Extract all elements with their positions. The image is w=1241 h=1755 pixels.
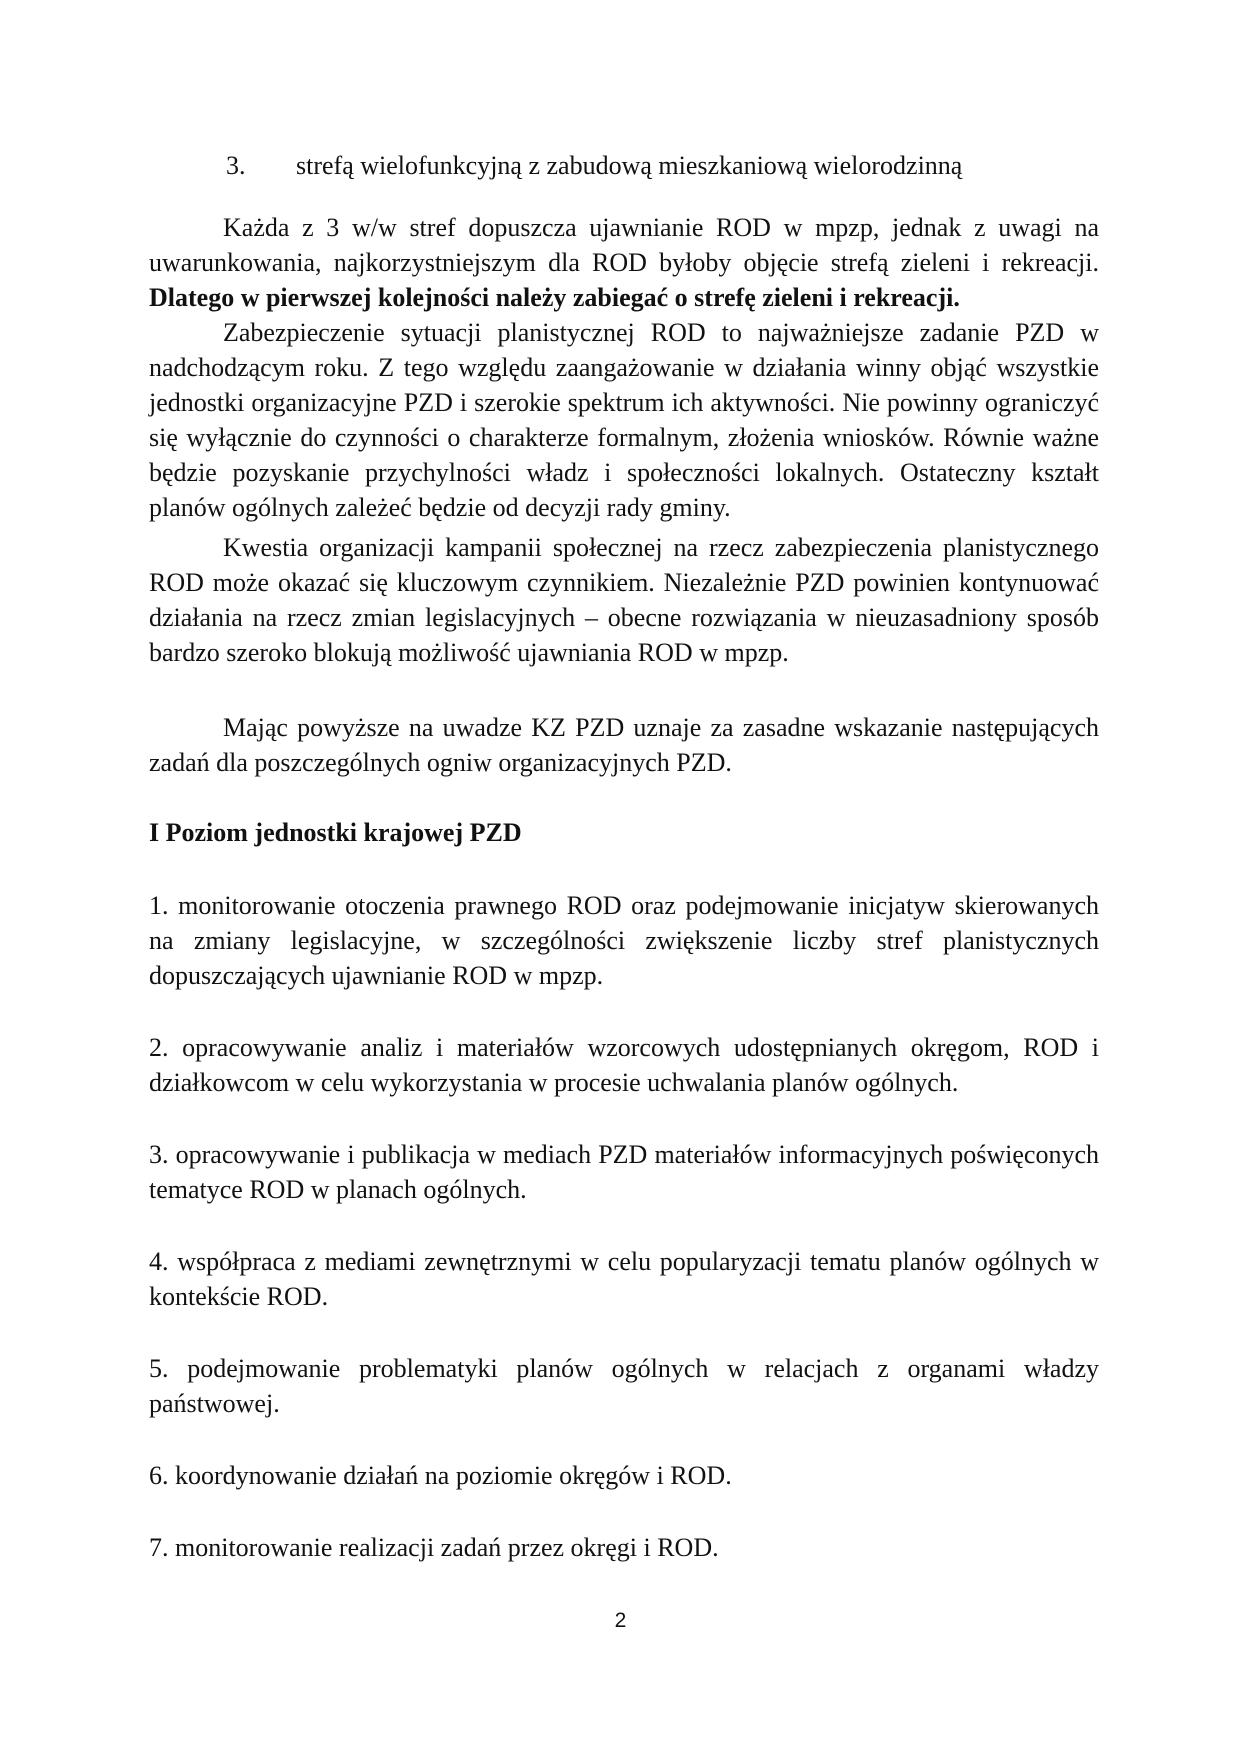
paragraph-tasks-intro: Mając powyższe na uwadze KZ PZD uznaje za zasadne wskazanie następujących zadań dla poszczególnych ogniw organizacyjnych PZD. [149, 713, 1099, 777]
intro-item-number: 3. [226, 151, 246, 180]
intro-item-text: strefą wielofunkcyjną z zabudową mieszkaniową wielorodzinną [296, 151, 963, 180]
task-item-6: 6. koordynowanie działań na poziomie okręgów i ROD. [149, 1461, 732, 1490]
intro-list-item [226, 148, 1176, 183]
paragraph-social-campaign: Kwestia organizacji kampanii społecznej na rzecz zabezpieczenia planistycznego ROD może okazać się kluczowym czynnikiem. Niezależnie PZD powinien kontynuować działania na rzecz zmian legislacyjnych – obecne rozwiązania w nieuzasadniony sposób bardzo szeroko blokują możliwość ujawniania ROD w mpzp. [149, 533, 1099, 667]
paragraph-zones-text: Każda z 3 w/w stref dopuszcza ujawnianie ROD w mpzp, jednak z uwagi na uwarunkowania, najkorzystniejszym dla ROD byłoby objęcie strefą zieleni i rekreacji. [149, 213, 1099, 277]
page-number: 2 [614, 1609, 627, 1632]
task-item-7: 7. monitorowanie realizacji zadań przez okręgi i ROD. [149, 1533, 719, 1562]
task-item-1: 1. monitorowanie otoczenia prawnego ROD oraz podejmowanie inicjatyw skierowanych na zmiany legislacyjne, w szczególności zwiększenie liczby stref planistycznych dopuszczających ujawnianie ROD w mpzp. [149, 891, 1099, 990]
task-item-5: 5. podejmowanie problematyki planów ogólnych w relacjach z organami władzy państwowej. [149, 1354, 1099, 1418]
paragraph-planning-security: Zabezpieczenie sytuacji planistycznej ROD to najważniejsze zadanie PZD w nadchodzącym roku. Z tego względu zaangażowanie w działania winny objąć wszystkie jednostki organizacyjne PZD i szerokie spektrum ich aktywności. Nie powinny ograniczyć się wyłącznie do czynności o charakterze formalnym, złożenia wniosków. Równie ważne będzie pozyskanie przychylności władz i społeczności lokalnych. Ostateczny kształt planów ogólnych zależeć będzie od decyzji rady gminy. [149, 318, 1099, 522]
task-item-2: 2. opracowywanie analiz i materiałów wzorcowych udostępnianych okręgom, ROD i działkowcom w celu wykorzystania w procesie uchwalania planów ogólnych. [149, 1033, 1099, 1097]
paragraph-zones-emphasis: Dlatego w pierwszej kolejności należy zabiegać o strefę zieleni i rekreacji. [149, 283, 960, 312]
section-heading: I Poziom jednostki krajowej PZD [149, 818, 522, 847]
task-item-4: 4. współpraca z mediami zewnętrznymi w celu popularyzacji tematu planów ogólnych w kontekście ROD. [149, 1247, 1099, 1311]
task-item-3: 3. opracowywanie i publikacja w mediach PZD materiałów informacyjnych poświęconych tematyce ROD w planach ogólnych. [149, 1140, 1099, 1204]
paragraph-zones [149, 210, 1099, 315]
